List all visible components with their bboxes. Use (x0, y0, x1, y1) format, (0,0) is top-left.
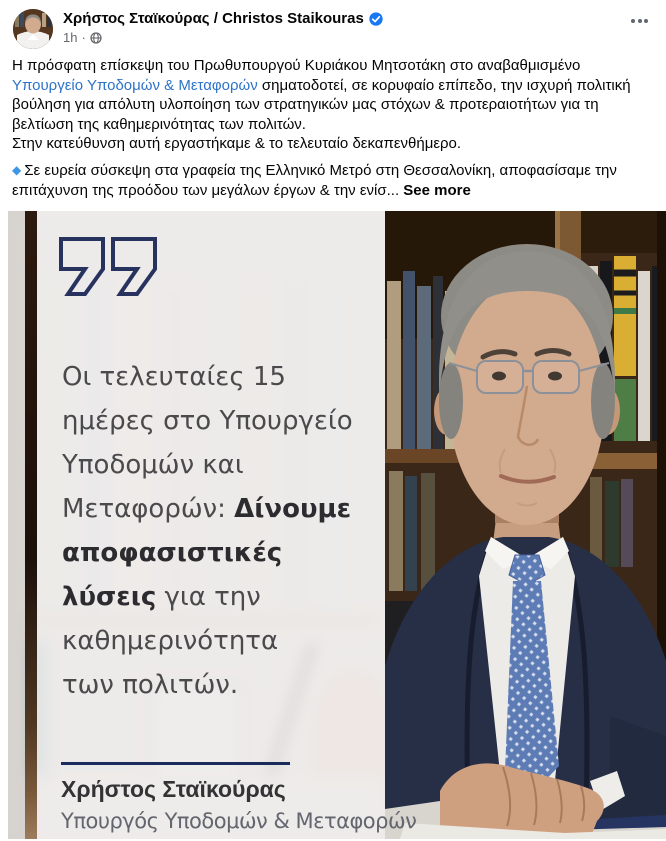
p1-text-end: σηματοδοτεί, σε κορυφαίο επίπεδο, την ισχυρή πολιτική βούληση για απόλυτη υλοποίηση των στρατηγικών μας στόχων & προτεραιοτήτων για τη βελτίωση της καθημερινότητας των πολιτών. (12, 76, 631, 133)
blue-diamond-icon: ◆ (12, 162, 22, 177)
profile-name[interactable]: Χρήστος Σταϊκούρας / Christos Staikouras (63, 10, 364, 27)
quote-line: λύσεις για την (62, 581, 261, 612)
avatar-illustration (13, 9, 53, 49)
paragraph-2: Στην κατεύθυνση αυτή εργαστήκαμε & το τελευταίο δεκαπενθήμερο. (12, 135, 462, 152)
signature-title: Υπουργός Υποδομών & Μεταφορών (61, 808, 417, 833)
header-info (63, 9, 627, 45)
quote-line: ημέρες στο Υπουργείο (62, 405, 353, 436)
paragraph-1 (12, 56, 655, 134)
quote-line: Υποδομών και (62, 449, 244, 480)
quote-line: των πολιτών. (62, 669, 239, 700)
signature-divider (61, 762, 290, 765)
three-dots-menu-icon[interactable] (627, 9, 652, 27)
meta-separator: · (81, 30, 86, 45)
quote-line: καθημερινότητα (62, 625, 279, 656)
post-header (0, 0, 666, 51)
avatar[interactable] (13, 9, 53, 49)
quote-text (62, 355, 353, 707)
verified-badge-icon (369, 12, 383, 26)
name-row (63, 9, 627, 28)
globe-icon (90, 32, 102, 44)
signature-name: Χρήστος Σταϊκούρας (61, 775, 286, 802)
quote-line: αποφασιστικές (62, 537, 283, 568)
p1-text-start: Η πρόσφατη επίσκεψη του Πρωθυπουργού Κυριάκου Μητσοτάκη στο αναβαθμισμένο (12, 57, 581, 74)
minister-photo (385, 211, 666, 839)
quote-line: Οι τελευταίες 15 (62, 361, 286, 392)
see-more-link[interactable]: See more (403, 182, 471, 199)
post-image[interactable] (8, 211, 666, 839)
meta-row (63, 31, 627, 45)
ministry-link[interactable]: Υπουργείο Υποδομών & Μεταφορών (12, 76, 258, 94)
post-text (0, 51, 666, 201)
quote-line: Μεταφορών: Δίνουμε (62, 493, 352, 524)
p3-text: Σε ευρεία σύσκεψη στα γραφεία της Ελληνικό Μετρό στη Θεσσαλονίκη, αποφασίσαμε την επιτάχυνση της προόδου των μεγάλων έργων & την ενίσ... (12, 161, 617, 199)
paragraph-3 (12, 161, 655, 201)
quote-panel (37, 211, 417, 839)
quotation-marks-icon (59, 237, 159, 297)
timestamp[interactable]: 1h (63, 30, 78, 45)
bookshelf-edge (25, 211, 37, 839)
